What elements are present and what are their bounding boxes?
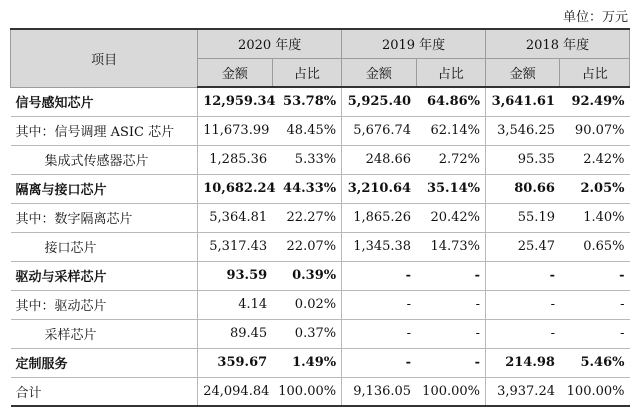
amount-cell: -: [342, 319, 416, 348]
share-cell: 35.14%: [416, 174, 485, 203]
amount-cell: 5,676.74: [342, 116, 416, 145]
share-cell: 100.00%: [416, 377, 485, 406]
table-row: [11, 145, 630, 174]
amount-cell: 3,641.61: [486, 87, 560, 116]
share-cell: -: [416, 261, 485, 290]
table-row: [11, 261, 630, 290]
amount-cell: 93.59: [198, 261, 272, 290]
amount-cell: 89.45: [198, 319, 272, 348]
header-row-years: [11, 29, 630, 58]
header-share: 占比: [416, 58, 485, 87]
amount-cell: -: [486, 261, 560, 290]
share-cell: 100.00%: [560, 377, 630, 406]
amount-cell: 1,285.36: [198, 145, 272, 174]
share-cell: -: [416, 348, 485, 377]
amount-cell: 55.19: [486, 203, 560, 232]
row-label: 隔离与接口芯片: [11, 174, 198, 203]
amount-cell: 359.67: [198, 348, 272, 377]
header-share: 占比: [560, 58, 630, 87]
amount-cell: -: [486, 319, 560, 348]
table-row: [11, 232, 630, 261]
table-row: [11, 87, 630, 116]
table-row: [11, 319, 630, 348]
share-cell: -: [416, 290, 485, 319]
row-label: 驱动与采样芯片: [11, 261, 198, 290]
share-cell: 1.40%: [560, 203, 630, 232]
amount-cell: 25.47: [486, 232, 560, 261]
amount-cell: -: [342, 290, 416, 319]
share-cell: 0.65%: [560, 232, 630, 261]
amount-cell: 5,925.40: [342, 87, 416, 116]
amount-cell: 9,136.05: [342, 377, 416, 406]
share-cell: 0.37%: [272, 319, 341, 348]
header-year-2019: 2019 年度: [342, 29, 486, 58]
share-cell: 20.42%: [416, 203, 485, 232]
table-body: [11, 87, 630, 406]
row-label: 其中：数字隔离芯片: [11, 203, 198, 232]
share-cell: 44.33%: [272, 174, 341, 203]
amount-cell: 10,682.24: [198, 174, 272, 203]
amount-cell: -: [486, 290, 560, 319]
share-cell: 92.49%: [560, 87, 630, 116]
revenue-table: [10, 28, 630, 407]
table-row: [11, 174, 630, 203]
amount-cell: 80.66: [486, 174, 560, 203]
header-amount: 金额: [486, 58, 560, 87]
header-year-2018: 2018 年度: [486, 29, 630, 58]
row-label: 其中：驱动芯片: [11, 290, 198, 319]
share-cell: 1.49%: [272, 348, 341, 377]
share-cell: 100.00%: [272, 377, 341, 406]
share-cell: 53.78%: [272, 87, 341, 116]
share-cell: 0.02%: [272, 290, 341, 319]
row-label: 信号感知芯片: [11, 87, 198, 116]
share-cell: 90.07%: [560, 116, 630, 145]
unit-label: 单位：万元: [562, 10, 628, 25]
amount-cell: 248.66: [342, 145, 416, 174]
header-amount: 金额: [198, 58, 272, 87]
share-cell: 2.05%: [560, 174, 630, 203]
share-cell: 0.39%: [272, 261, 341, 290]
row-label: 定制服务: [11, 348, 198, 377]
amount-cell: 5,364.81: [198, 203, 272, 232]
share-cell: 2.72%: [416, 145, 485, 174]
row-label: 接口芯片: [11, 232, 198, 261]
row-label: 合计: [11, 377, 198, 406]
share-cell: 22.27%: [272, 203, 341, 232]
share-cell: 5.46%: [560, 348, 630, 377]
header-share: 占比: [272, 58, 341, 87]
amount-cell: 214.98: [486, 348, 560, 377]
share-cell: 48.45%: [272, 116, 341, 145]
share-cell: -: [560, 319, 630, 348]
amount-cell: -: [342, 261, 416, 290]
amount-cell: 5,317.43: [198, 232, 272, 261]
share-cell: 14.73%: [416, 232, 485, 261]
row-label: 采样芯片: [11, 319, 198, 348]
table-row: [11, 116, 630, 145]
amount-cell: 3,546.25: [486, 116, 560, 145]
share-cell: 2.42%: [560, 145, 630, 174]
header-amount: 金额: [342, 58, 416, 87]
table-row: [11, 290, 630, 319]
amount-cell: 1,345.38: [342, 232, 416, 261]
share-cell: 5.33%: [272, 145, 341, 174]
table-row: [11, 377, 630, 406]
share-cell: -: [416, 319, 485, 348]
share-cell: 62.14%: [416, 116, 485, 145]
share-cell: -: [560, 290, 630, 319]
row-label: 其中：信号调理 ASIC 芯片: [11, 116, 198, 145]
amount-cell: 3,210.64: [342, 174, 416, 203]
share-cell: -: [560, 261, 630, 290]
amount-cell: 12,959.34: [198, 87, 272, 116]
share-cell: 64.86%: [416, 87, 485, 116]
amount-cell: 4.14: [198, 290, 272, 319]
amount-cell: 11,673.99: [198, 116, 272, 145]
table-row: [11, 348, 630, 377]
amount-cell: -: [342, 348, 416, 377]
table-row: [11, 203, 630, 232]
header-year-2020: 2020 年度: [198, 29, 342, 58]
amount-cell: 95.35: [486, 145, 560, 174]
amount-cell: 1,865.26: [342, 203, 416, 232]
header-project: 项目: [11, 29, 198, 87]
amount-cell: 3,937.24: [486, 377, 560, 406]
row-label: 集成式传感器芯片: [11, 145, 198, 174]
share-cell: 22.07%: [272, 232, 341, 261]
amount-cell: 24,094.84: [198, 377, 272, 406]
